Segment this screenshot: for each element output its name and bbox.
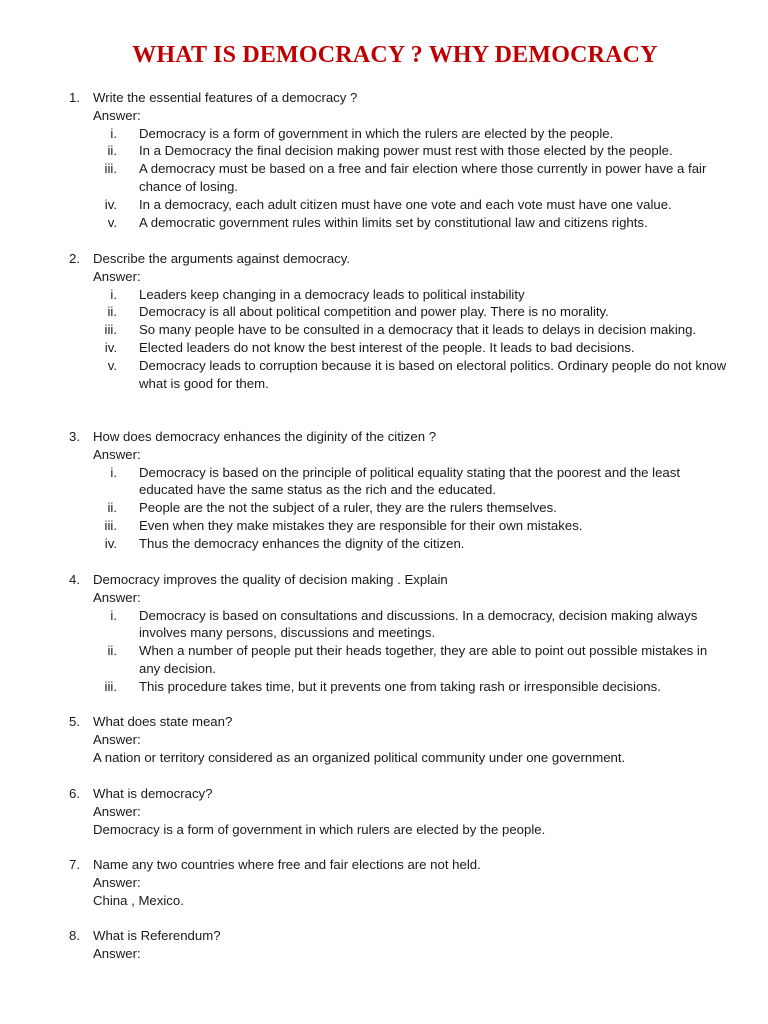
question-text: Name any two countries where free and fair elections are not held. xyxy=(93,857,481,872)
question-block-2 xyxy=(0,250,768,392)
question-text: How does democracy enhances the diginity of the citizen ? xyxy=(93,429,437,444)
question-8 xyxy=(0,927,768,945)
answer-label: Answer: xyxy=(93,874,141,890)
item-text: A democratic government rules within limits set by constitutional law and citizens rights. xyxy=(139,214,648,230)
question-number: 2. xyxy=(69,251,80,266)
question-block-7 xyxy=(0,856,768,909)
question-7 xyxy=(0,856,768,874)
list-item xyxy=(0,214,768,232)
list-item xyxy=(0,642,768,678)
page-title: WHAT IS DEMOCRACY ? WHY DEMOCRACY xyxy=(132,42,658,68)
question-4 xyxy=(0,571,768,589)
list-item xyxy=(0,607,768,643)
roman-numeral: ii. xyxy=(107,304,117,320)
item-text: People are the not the subject of a ruler, they are the rulers themselves. xyxy=(139,500,557,516)
item-text: When a number of people put their heads together, they are able to point out possible mistakes in any decision. xyxy=(139,643,708,676)
question-3 xyxy=(0,428,768,446)
question-text: What is democracy? xyxy=(93,786,213,801)
list-item xyxy=(0,321,768,339)
question-block-8 xyxy=(0,927,768,963)
list-item xyxy=(0,142,768,160)
list-item xyxy=(0,517,768,535)
answer-list xyxy=(0,464,768,553)
question-block-6 xyxy=(0,785,768,838)
question-number: 8. xyxy=(69,928,80,943)
answer-text: China , Mexico. xyxy=(93,892,184,908)
item-text: This procedure takes time, but it prevents one from taking rash or irresponsible decisions. xyxy=(139,678,661,694)
question-block-1 xyxy=(0,89,768,231)
question-5 xyxy=(0,713,768,731)
list-item xyxy=(0,125,768,143)
item-text: Democracy is all about political competition and power play. There is no morality. xyxy=(139,304,609,320)
answer-list xyxy=(0,286,768,393)
answer-label: Answer: xyxy=(93,268,141,284)
answer-label: Answer: xyxy=(93,589,141,605)
roman-numeral: i. xyxy=(110,286,117,302)
list-item xyxy=(0,160,768,196)
roman-numeral: iii. xyxy=(104,322,117,338)
roman-numeral: iv. xyxy=(104,196,117,212)
list-item xyxy=(0,464,768,500)
question-number: 3. xyxy=(69,429,80,444)
answer-text: A nation or territory considered as an organized political community under one government. xyxy=(93,749,626,765)
item-text: In a democracy, each adult citizen must have one vote and each vote must have one value. xyxy=(139,196,672,212)
roman-numeral: iv. xyxy=(104,535,117,551)
item-text: Democracy is based on the principle of political equality stating that the poorest and the least educated have the same status as the rich and the educated. xyxy=(139,464,681,498)
answer-label: Answer: xyxy=(93,945,141,961)
question-text: Democracy improves the quality of decision making . Explain xyxy=(93,572,448,587)
list-item xyxy=(0,357,768,393)
item-text: Even when they make mistakes they are responsible for their own mistakes. xyxy=(139,517,583,533)
answer-label: Answer: xyxy=(93,446,141,462)
roman-numeral: iv. xyxy=(104,339,117,355)
answer-label: Answer: xyxy=(93,803,141,819)
list-item xyxy=(0,535,768,553)
roman-numeral: ii. xyxy=(107,143,117,159)
question-text: Describe the arguments against democracy. xyxy=(93,251,351,266)
question-number: 5. xyxy=(69,714,80,729)
roman-numeral: i. xyxy=(110,464,117,480)
answer-label: Answer: xyxy=(93,731,141,747)
question-number: 1. xyxy=(69,90,80,105)
answer-text: Democracy is a form of government in which rulers are elected by the people. xyxy=(93,821,546,837)
question-block-5 xyxy=(0,713,768,766)
answer-list xyxy=(0,125,768,232)
list-item xyxy=(0,499,768,517)
list-item xyxy=(0,339,768,357)
roman-numeral: iii. xyxy=(104,517,117,533)
roman-numeral: v. xyxy=(107,357,117,373)
list-item xyxy=(0,286,768,304)
item-text: Elected leaders do not know the best interest of the people. It leads to bad decisions. xyxy=(139,339,635,355)
list-item xyxy=(0,678,768,696)
roman-numeral: i. xyxy=(110,125,117,141)
question-block-4 xyxy=(0,571,768,696)
question-number: 6. xyxy=(69,786,80,801)
question-number: 4. xyxy=(69,572,80,587)
question-2 xyxy=(0,250,768,268)
item-text: Leaders keep changing in a democracy leads to political instability xyxy=(139,286,525,302)
roman-numeral: ii. xyxy=(107,643,117,659)
item-text: In a Democracy the final decision making power must rest with those elected by the people. xyxy=(139,143,673,159)
roman-numeral: iii. xyxy=(104,678,117,694)
question-block-3 xyxy=(0,428,768,553)
list-item xyxy=(0,303,768,321)
item-text: Thus the democracy enhances the dignity of the citizen. xyxy=(139,535,465,551)
roman-numeral: v. xyxy=(107,214,117,230)
item-text: Democracy is based on consultations and discussions. In a democracy, decision making always involves many persons, discussions and meetings. xyxy=(139,607,698,641)
question-text: What is Referendum? xyxy=(93,928,221,943)
question-text: Write the essential features of a democracy ? xyxy=(93,90,358,105)
item-text: So many people have to be consulted in a democracy that it leads to delays in decision making. xyxy=(139,322,697,338)
item-text: Democracy leads to corruption because it is based on electoral politics. Ordinary people do not know what is good for them. xyxy=(139,357,727,391)
list-item xyxy=(0,196,768,214)
question-1 xyxy=(0,89,768,107)
question-text: What does state mean? xyxy=(93,714,233,729)
question-6 xyxy=(0,785,768,803)
roman-numeral: iii. xyxy=(104,161,117,177)
item-text: Democracy is a form of government in which the rulers are elected by the people. xyxy=(139,125,614,141)
item-text: A democracy must be based on a free and fair election where those currently in power have a fair chance of losing. xyxy=(139,161,707,194)
answer-label: Answer: xyxy=(93,107,141,123)
question-number: 7. xyxy=(69,857,80,872)
roman-numeral: i. xyxy=(110,607,117,623)
answer-list xyxy=(0,607,768,696)
roman-numeral: ii. xyxy=(107,500,117,516)
